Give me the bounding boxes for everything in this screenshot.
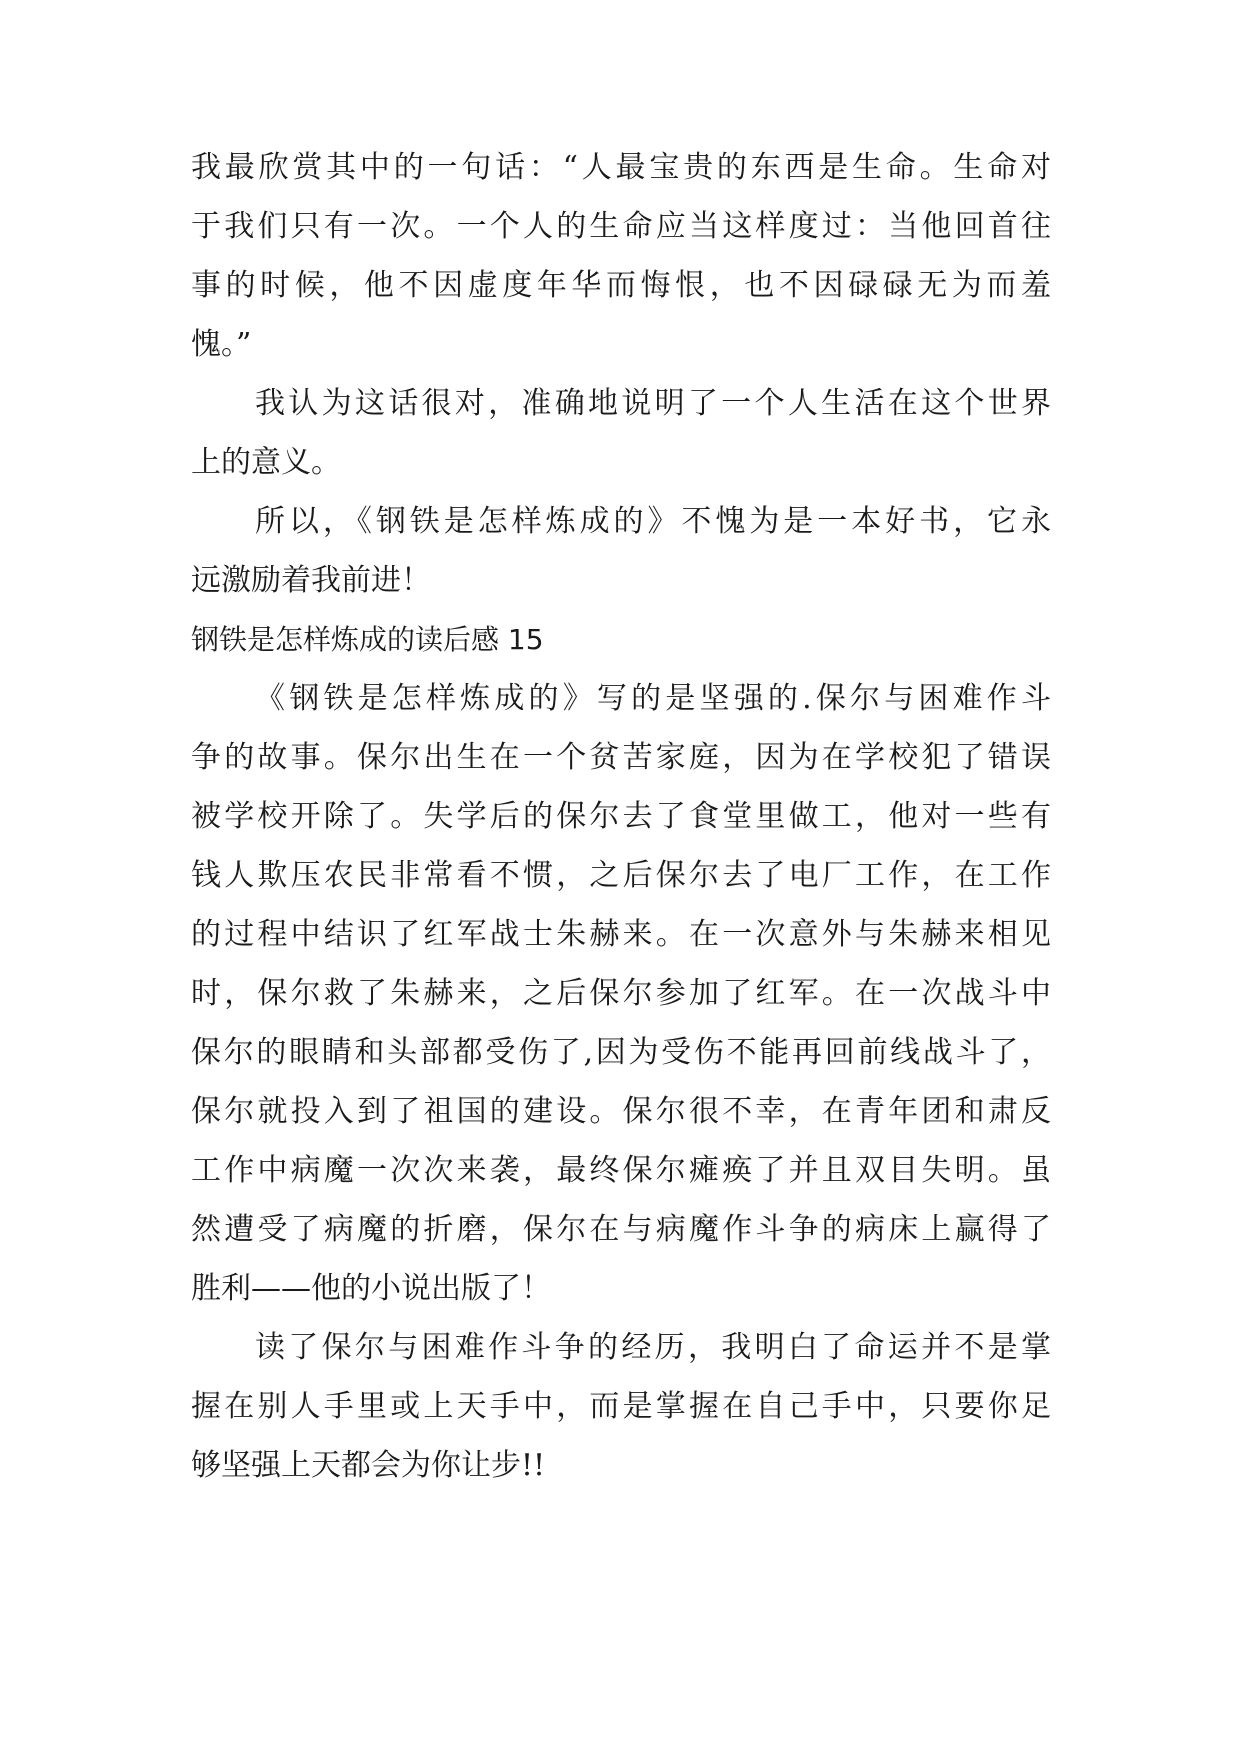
section-paragraph-1-line-6: 时，保尔救了朱赫来，之后保尔参加了红军。在一次战斗中 [191,976,1051,1011]
section-paragraph-1-line-9: 工作中病魔一次次来袭，最终保尔瘫痪了并且双目失明。虽 [191,1153,1051,1188]
section-paragraph-1-line-2: 争的故事。保尔出生在一个贫苦家庭，因为在学校犯了错误 [191,740,1051,775]
section-heading: 钢铁是怎样炼成的读后感 15 [191,623,544,656]
paragraph-1-line-4: 愧。” [191,327,252,362]
paragraph-1-line-2: 于我们只有一次。一个人的生命应当这样度过：当他回首往 [191,209,1051,244]
section-paragraph-2-line-3: 够坚强上天都会为你让步!! [191,1448,546,1483]
section-paragraph-2-line-1: 读了保尔与困难作斗争的经历，我明白了命运并不是掌 [255,1330,1051,1365]
section-paragraph-1-line-4: 钱人欺压农民非常看不惯，之后保尔去了电厂工作，在工作 [191,858,1051,893]
section-paragraph-1-line-8: 保尔就投入到了祖国的建设。保尔很不幸，在青年团和肃反 [191,1094,1051,1129]
section-paragraph-2-line-2: 握在别人手里或上天手中，而是掌握在自己手中，只要你足 [191,1389,1051,1424]
section-paragraph-1-line-10: 然遭受了病魔的折磨，保尔在与病魔作斗争的病床上赢得了 [191,1212,1051,1247]
paragraph-3-line-2: 远激励着我前进！ [191,563,431,598]
section-paragraph-1-line-5: 的过程中结识了红军战士朱赫来。在一次意外与朱赫来相见 [191,917,1051,952]
section-paragraph-1-line-11: 胜利——他的小说出版了！ [191,1271,551,1306]
paragraph-2-line-1: 我认为这话很对，准确地说明了一个人生活在这个世界 [255,386,1051,421]
section-paragraph-1-line-3: 被学校开除了。失学后的保尔去了食堂里做工，他对一些有 [191,799,1051,834]
paragraph-2-line-2: 上的意义。 [191,445,341,480]
paragraph-3-line-1: 所以，《钢铁是怎样炼成的》不愧为是一本好书，它永 [255,504,1051,539]
paragraph-1-line-1: 我最欣赏其中的一句话：“人最宝贵的东西是生命。生命对 [191,150,1051,185]
paragraph-1-line-3: 事的时候，他不因虚度年华而悔恨，也不因碌碌无为而羞 [191,268,1051,303]
section-paragraph-1-line-1: 《钢铁是怎样炼成的》写的是坚强的.保尔与困难作斗 [255,681,1051,716]
section-paragraph-1-line-7: 保尔的眼睛和头部都受伤了,因为受伤不能再回前线战斗了， [191,1035,1051,1070]
